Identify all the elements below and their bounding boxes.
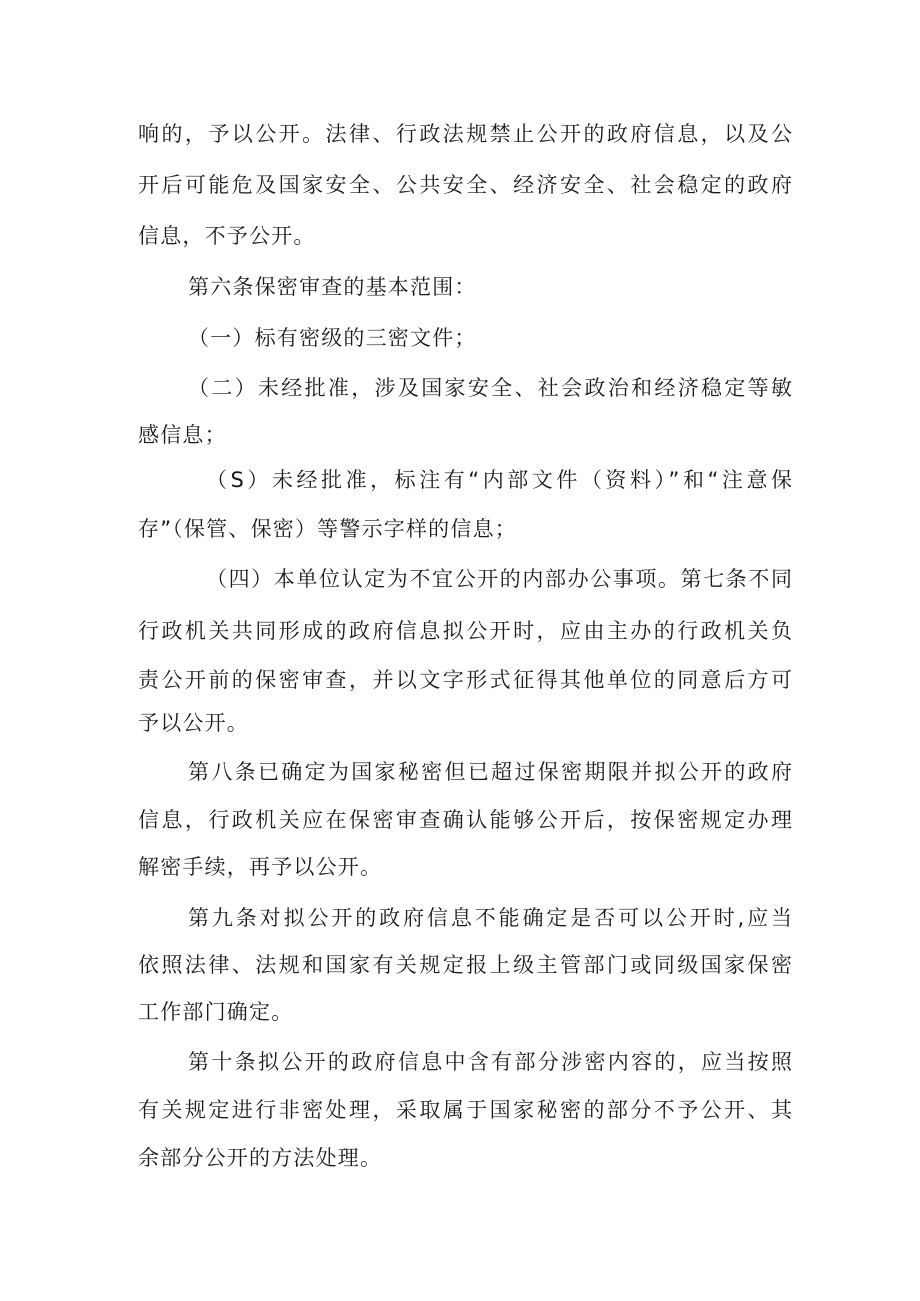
text-line: 工作部门确定。 [138,1000,294,1024]
list-item: （二）未经批准，涉及国家安全、社会政治和经济稳定等敏 [188,376,792,400]
text-line: 响的，予以公开。法律、行政法规禁止公开的政府信息，以及公 [138,122,792,146]
article-heading: 第十条拟公开的政府信息中含有部分涉密内容的，应当按照 [188,1050,792,1074]
text-line: 开后可能危及国家安全、公共安全、经济安全、社会稳定的政府 [138,173,792,197]
article-heading: 第六条保密审查的基本范围： [188,275,477,299]
text-line: 余部分公开的方法处理。 [138,1146,383,1170]
text-line: 信息，行政机关应在保密审查确认能够公开后，按保密规定办理 [138,808,792,832]
text-line: 依照法律、法规和国家有关规定报上级主管部门或同级国家保密 [138,953,792,977]
article-heading: 第九条对拟公开的政府信息不能确定是否可以公开时,应当 [188,906,792,930]
text-line: 责公开前的保密审查，并以文字形式征得其他单位的同意后方可 [138,668,792,692]
article-heading: 第八条已确定为国家秘密但已超过保密期限并拟公开的政府 [188,760,792,784]
list-item: （S）未经批准，标注有“内部文件（资料）”和“注意保 [206,468,792,492]
text-line: 解密手续，再予以公开。 [138,855,383,879]
text-line: 信息，不予公开。 [138,224,316,248]
text-line: 予以公开。 [138,711,249,735]
list-item: （一）标有密级的三密文件； [188,326,477,350]
text-line: 存”（保管、保密）等警示字样的信息； [138,517,517,541]
list-item: （四）本单位认定为不宜公开的内部办公事项。第七条不同 [206,567,792,591]
text-line: 行政机关共同形成的政府信息拟公开时，应由主办的行政机关负 [138,619,792,643]
text-line: 感信息； [138,423,227,447]
text-line: 有关规定进行非密处理，采取属于国家秘密的部分不予公开、其 [138,1098,792,1122]
